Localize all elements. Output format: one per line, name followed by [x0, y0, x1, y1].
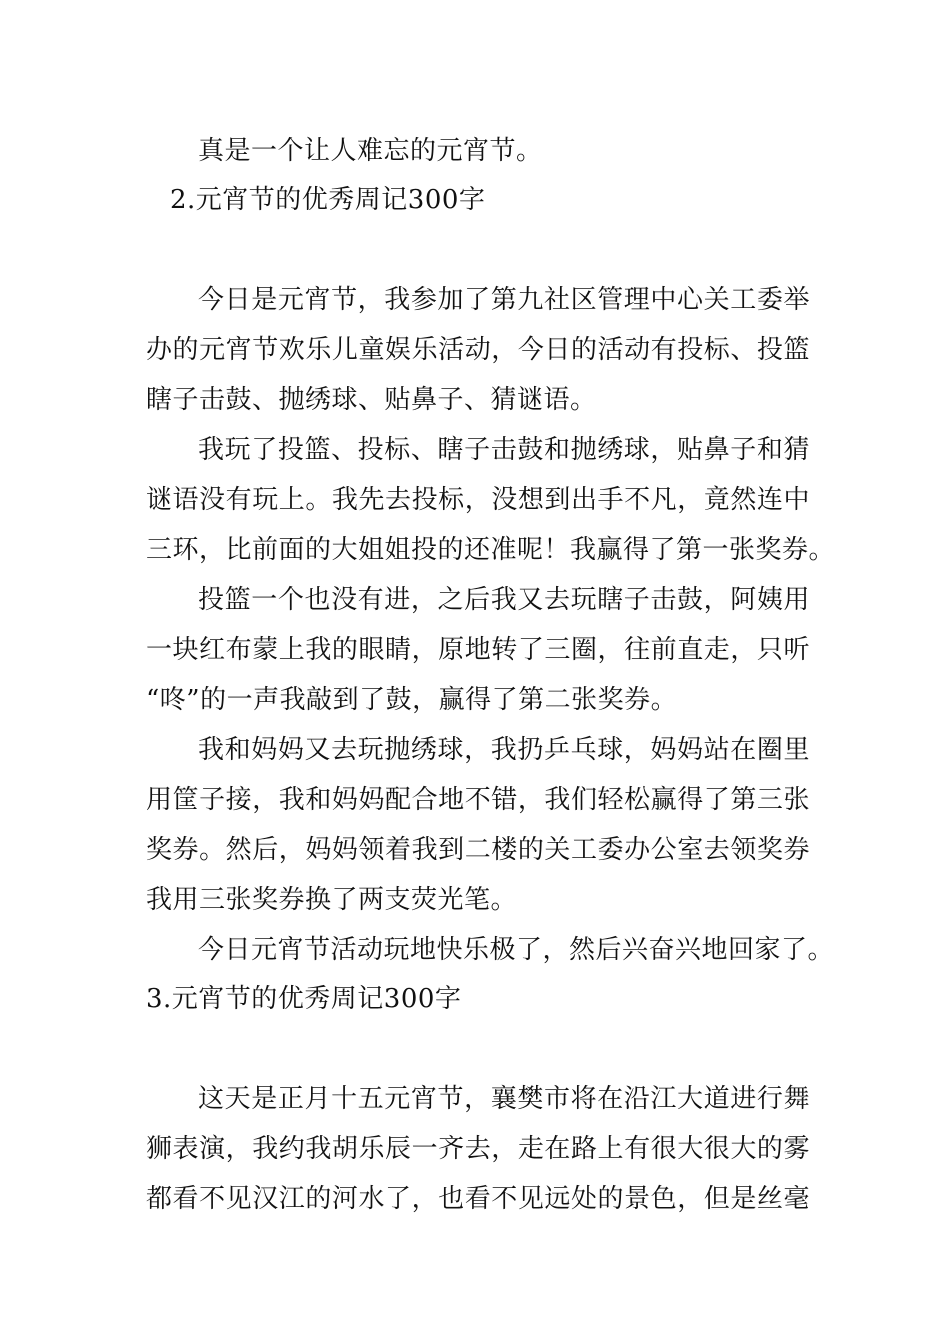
text-line: 一块红布蒙上我的眼睛，原地转了三圈，往前直走，只听 [146, 635, 810, 665]
text-line: 我玩了投篮、投标、瞎子击鼓和抛绣球，贴鼻子和猜 [198, 435, 810, 465]
text-line: 今日元宵节活动玩地快乐极了，然后兴奋兴地回家了。 [198, 935, 835, 965]
section-heading: 3.元宵节的优秀周记300字 [146, 984, 462, 1014]
text-line: 今日是元宵节，我参加了第九社区管理中心关工委举 [198, 285, 810, 315]
text-line: 我和妈妈又去玩抛绣球，我扔乒乓球，妈妈站在圈里 [198, 735, 810, 765]
text-line: 瞎子击鼓、抛绣球、贴鼻子、猜谜语。 [146, 385, 597, 415]
text-line: 这天是正月十五元宵节，襄樊市将在沿江大道进行舞 [198, 1084, 810, 1114]
text-line: 办的元宵节欢乐儿童娱乐活动，今日的活动有投标、投篮 [146, 335, 810, 365]
text-line: 投篮一个也没有进，之后我又去玩瞎子击鼓，阿姨用 [198, 585, 810, 615]
text-line: 用筐子接，我和妈妈配合地不错，我们轻松赢得了第三张 [146, 785, 810, 815]
text-line: 狮表演，我约我胡乐辰一齐去，走在路上有很大很大的雾 [146, 1134, 810, 1164]
text-line: 三环，比前面的大姐姐投的还准呢！我赢得了第一张奖券。 [146, 535, 836, 565]
text-line: 真是一个让人难忘的元宵节。 [198, 136, 543, 166]
section-heading: 2.元宵节的优秀周记300字 [170, 185, 486, 215]
text-line: “咚”的一声我敲到了鼓，赢得了第二张奖券。 [146, 685, 678, 715]
text-line: 谜语没有玩上。我先去投标，没想到出手不凡，竟然连中 [146, 485, 810, 515]
text-line: 奖券。然后，妈妈领着我到二楼的关工委办公室去领奖券 [146, 835, 810, 865]
text-line: 我用三张奖券换了两支荧光笔。 [146, 885, 518, 915]
text-line: 都看不见汉江的河水了，也看不见远处的景色，但是丝毫 [146, 1184, 810, 1214]
